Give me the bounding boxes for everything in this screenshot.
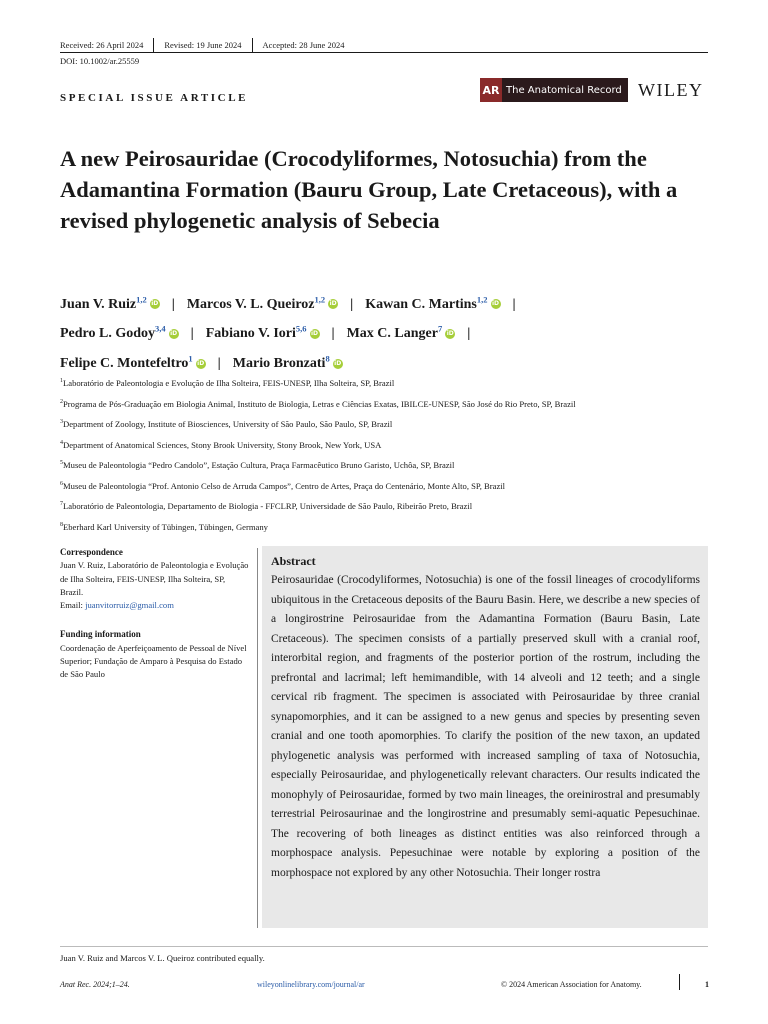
author[interactable]	[60, 353, 206, 371]
affiliation-number: 8	[60, 521, 63, 528]
author[interactable]	[60, 294, 160, 312]
author-name: Mario Bronzati	[232, 355, 326, 371]
author[interactable]	[365, 294, 500, 312]
journal-url[interactable]: wileyonlinelibrary.com/journal/ar	[257, 980, 365, 989]
date-separator	[252, 38, 253, 52]
revised-date: Revised: 19 June 2024	[164, 40, 242, 50]
affiliation-text: Department of Zoology, Institute of Biosciences, University of São Paulo, São Paulo, SP, Brazil	[63, 418, 393, 429]
accepted-date: Accepted: 28 June 2024	[262, 40, 345, 50]
date-separator	[153, 38, 154, 52]
author-name: Marcos V. L. Queiroz	[186, 296, 315, 312]
email-link[interactable]: juanvitorruiz@gmail.com	[85, 600, 174, 611]
footnote: Juan V. Ruiz and Marcos V. L. Queiroz contributed equally.	[60, 953, 265, 963]
header-rule	[60, 52, 708, 53]
orcid-icon[interactable]: iD	[151, 300, 159, 308]
author-name: Felipe C. Montefeltro	[60, 355, 189, 371]
author-separator: |	[331, 326, 335, 342]
footer-separator	[679, 974, 680, 990]
author[interactable]	[186, 294, 338, 312]
orcid-icon[interactable]: iD	[446, 330, 454, 338]
affiliation-text: Programa de Pós-Graduação em Biologia Animal, Instituto de Biologia, Letras e Ciências Exatas, IBILCE-UNESP, São José do Rio Preto, SP, Brazil	[63, 398, 576, 409]
author-name: Fabiano V. Iori	[205, 326, 296, 342]
author[interactable]	[205, 323, 320, 342]
author-affiliation-marker: 8	[325, 353, 330, 364]
journal-logo[interactable]	[480, 78, 628, 102]
footnote-rule	[60, 946, 708, 947]
author-separator: |	[467, 326, 471, 342]
affiliation-text: Eberhard Karl University of Tübingen, Tübingen, Germany	[63, 521, 268, 532]
publisher-logo[interactable]: WILEY	[638, 80, 704, 100]
author-separator: |	[512, 296, 516, 312]
correspondence-heading: Correspondence	[60, 547, 123, 557]
affiliation-list	[60, 372, 720, 537]
author-name: Pedro L. Godoy	[60, 326, 156, 342]
orcid-icon[interactable]: iD	[329, 300, 337, 308]
author-separator: |	[350, 296, 354, 312]
affiliation-number: 6	[60, 480, 63, 487]
affiliation	[60, 434, 720, 455]
affiliation	[60, 454, 720, 475]
author-affiliation-marker: 1,2	[136, 294, 147, 304]
affiliation	[60, 475, 720, 496]
author-affiliation-marker: 5,6	[295, 323, 307, 334]
author-affiliation-marker: 3,4	[155, 323, 166, 334]
affiliation-number: 1	[60, 378, 63, 384]
author-separator: |	[217, 355, 221, 371]
email-label: Email:	[60, 600, 83, 611]
author-list	[60, 287, 720, 376]
received-date: Received: 26 April 2024	[60, 40, 144, 50]
journal-reference: Anat Rec. 2024;1–24.	[60, 980, 130, 989]
affiliation-text: Museu de Paleontologia “Pedro Candolo”, Estação Cultura, Praça Farmacêutico Bruno Garisto, Uchôa, SP, Brazil	[63, 460, 455, 471]
copyright: © 2024 American Association for Anatomy.	[501, 980, 642, 989]
journal-logo-mark: AR	[480, 78, 502, 102]
affiliation-number: 3	[60, 419, 63, 426]
affiliation-number: 5	[60, 460, 63, 467]
orcid-icon[interactable]: iD	[170, 330, 178, 338]
correspondence-text: Juan V. Ruiz, Laboratório de Paleontologia e Evolução de Ilha Solteira, FEIS-UNESP, Ilha Solteira, SP, Brazil.	[60, 560, 249, 597]
orcid-icon[interactable]: iD	[197, 359, 205, 367]
affiliation-text: Department of Anatomical Sciences, Stony Brook University, Stony Brook, New York, USA	[63, 439, 382, 450]
page-number: 1	[705, 980, 709, 989]
author[interactable]	[60, 323, 179, 342]
author-name: Kawan C. Martins	[365, 296, 477, 312]
doi[interactable]: DOI: 10.1002/ar.25559	[60, 56, 140, 66]
author-name: Max C. Langer	[346, 326, 438, 342]
author-affiliation-marker: 1	[188, 353, 193, 364]
funding-heading: Funding information	[60, 629, 141, 640]
affiliation-number: 4	[60, 439, 63, 446]
article-dates	[60, 38, 344, 52]
author-separator: |	[171, 296, 175, 312]
abstract-text: Peirosauridae (Crocodyliformes, Notosuchia) is one of the fossil lineages of crocodyliforms ubiquitous in the Cretaceous deposits of the Bauru Basin. Here, we describe a new species of a longirostrine Peirosauridae from the Adamantina Formation (Bauru Basin, Late Cretaceous). The specimen consists of a partially preserved skull with a cranial roof, interorbital region, and fragments of the posterior portion of the rostrum, including the prefrontal and lacrimal; left hemimandible, with 14 alveoli and 12 teeth; and a single cervical rib fragment. The specimen is associated with Peirosauridae by three cranial synapomorphies, and it can be assigned to a new genus and species by presenting seven cranial and one tooth apomorphies. To clarify the position of the new taxon, an updated phylogenetic analysis was performed with increased sampling of taxa of Notosuchia, especially Peirosauridae, and phylogenetically relevant characters. Our results indicated the monophyly of Peirosauridae, formed by two main lineages, the oreinirostral and presumably terrestrial Peirosaurinae and the longirostrine and presumably semi-aquatic Pepesuchinae. The recovering of both lineages as distinct entities was also reinforced through a morphospace analysis. Pepesuchinae were notable by exploring a position of the morphospace not explored by any other Notosuchia. Their longer rostra	[271, 574, 700, 879]
affiliation-text: Laboratório de Paleontologia e Evolução de Ilha Solteira, FEIS-UNESP, Ilha Solteira, SP, Brazil	[63, 377, 395, 388]
affiliation-text: Laboratório de Paleontologia, Departamento de Biologia - FFCLRP, Universidade de São Paulo, Ribeirão Preto, Brazil	[63, 501, 473, 512]
journal-logo-name: The Anatomical Record	[506, 84, 622, 96]
abstract-box	[262, 546, 708, 928]
orcid-icon[interactable]: iD	[334, 359, 342, 367]
abstract-heading: Abstract	[271, 554, 316, 568]
author-separator: |	[190, 326, 194, 342]
affiliation	[60, 495, 720, 516]
affiliation-number: 2	[60, 398, 63, 405]
article-type: SPECIAL ISSUE ARTICLE	[60, 92, 249, 104]
affiliation	[60, 372, 720, 393]
affiliation-number: 7	[60, 501, 63, 508]
funding-text: Coordenação de Aperfeiçoamento de Pessoal de Nível Superior; Fundação de Amparo à Pesquisa do Estado de São Paulo	[60, 642, 247, 680]
article-title: A new Peirosauridae (Crocodyliformes, Notosuchia) from the Adamantina Formation (Bauru Group, Late Cretaceous), with a revised phylogenetic analysis of Sebecia	[60, 146, 678, 233]
orcid-icon[interactable]: iD	[491, 300, 500, 308]
author-affiliation-marker: 7	[437, 323, 443, 334]
orcid-icon[interactable]: iD	[310, 330, 319, 338]
author[interactable]	[346, 323, 456, 342]
correspondence-panel	[60, 546, 250, 682]
author-name: Juan V. Ruiz	[60, 296, 137, 312]
affiliation	[60, 393, 720, 414]
affiliation	[60, 516, 720, 537]
column-divider	[257, 548, 258, 928]
author-affiliation-marker: 1,2	[476, 294, 488, 304]
correspondence-email	[60, 599, 250, 612]
affiliation-text: Museu de Paleontologia “Prof. Antonio Celso de Arruda Campos”, Centro de Artes, Praça do Centenário, Monte Alto, SP, Brazil	[63, 480, 506, 491]
affiliation	[60, 413, 720, 434]
author-affiliation-marker: 1,2	[314, 294, 326, 304]
author[interactable]	[232, 353, 343, 371]
